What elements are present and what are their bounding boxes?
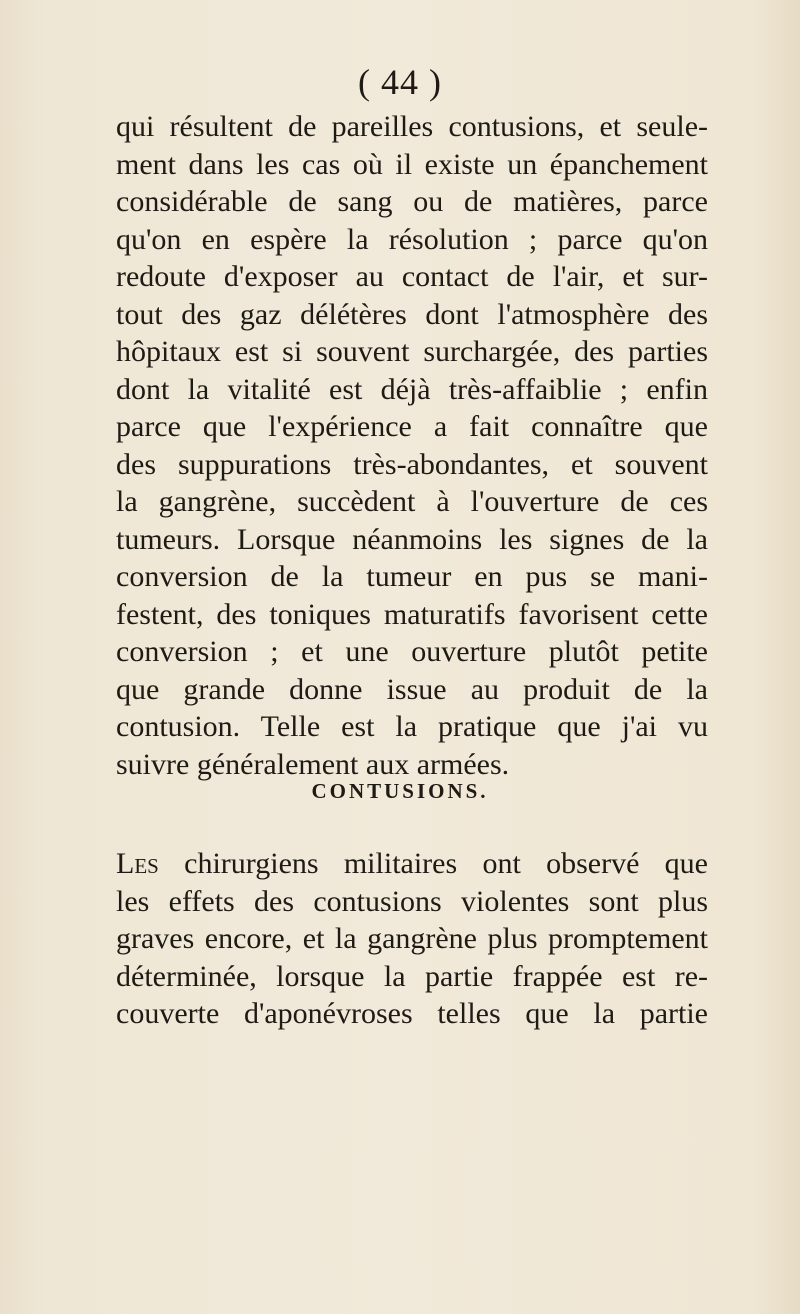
text-line: parce que l'expérience a fait connaître que	[116, 410, 708, 443]
text-line: couverte d'aponévroses telles que la partie	[116, 997, 708, 1030]
text-line: que grande donne issue au produit de la	[116, 672, 708, 706]
text-line: graves encore, et la gangrène plus promptement	[116, 922, 708, 955]
text-line: qu'on en espère la résolution ; parce qu'on	[116, 222, 708, 256]
text-line: festent, des toniques maturatifs favorisent cette	[116, 597, 708, 631]
text-line: redoute d'exposer au contact de l'air, et sur-	[116, 260, 708, 293]
text-line: dont la vitalité est déjà très-affaiblie ; enfin	[116, 372, 708, 406]
text-line: suivre généralement aux armées.	[116, 747, 510, 781]
section-heading: CONTUSIONS.	[311, 779, 489, 803]
text-line: la gangrène, succèdent à l'ouverture de ces	[116, 485, 708, 518]
lead-word: Les	[116, 847, 159, 880]
text-line: considérable de sang ou de matières, parce	[116, 185, 708, 218]
text-line: qui résultent de pareilles contusions, et seule-	[116, 110, 708, 143]
text-line: contusion. Telle est la pratique que j'ai vu	[116, 710, 708, 743]
first-line-rest: chirurgiens militaires ont observé que	[158, 847, 708, 880]
text-line: les effets des contusions violentes sont plus	[116, 884, 708, 918]
paragraph-continuation	[116, 108, 708, 783]
text-line: tumeurs. Lorsque néanmoins les signes de la	[116, 522, 708, 556]
text-line: des suppurations très-abondantes, et souvent	[116, 447, 708, 481]
text-line: conversion ; et une ouverture plutôt petite	[116, 635, 708, 668]
text-line-first	[116, 845, 708, 883]
text-line: hôpitaux est si souvent surchargée, des parties	[116, 335, 708, 368]
page-number: ( 44 )	[358, 62, 442, 102]
paragraph-section	[116, 845, 708, 1033]
text-line: conversion de la tumeur en pus se mani-	[116, 560, 708, 593]
text-line: déterminée, lorsque la partie frappée est re-	[116, 959, 708, 993]
text-line: tout des gaz délétères dont l'atmosphère des	[116, 297, 708, 331]
text-line: ment dans les cas où il existe un épanchement	[116, 147, 708, 181]
